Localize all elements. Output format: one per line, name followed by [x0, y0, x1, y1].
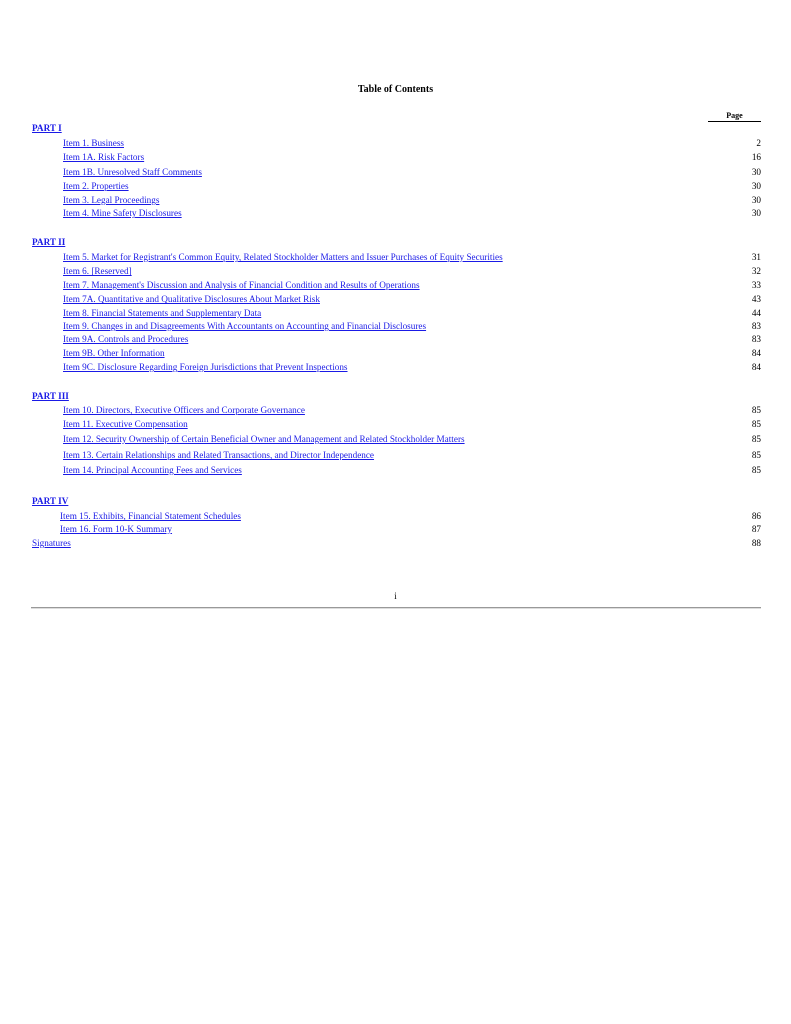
toc-page-number: 84	[751, 362, 761, 372]
toc-page-number: 30	[751, 167, 761, 177]
toc-row	[0, 347, 791, 360]
toc-page-number: 32	[751, 266, 761, 276]
toc-page-number: 88	[751, 538, 761, 548]
toc-link-item-1a[interactable]: Item 1A. Risk Factors	[63, 152, 145, 162]
toc-row	[0, 449, 791, 462]
part-3-heading[interactable]	[32, 390, 69, 403]
toc-link-item-9a[interactable]: Item 9A. Controls and Procedures	[63, 334, 189, 344]
toc-row	[0, 307, 791, 320]
toc-page-number: 83	[751, 321, 761, 331]
toc-row	[0, 361, 791, 374]
toc-page-number: 83	[751, 334, 761, 344]
toc-page-number: 30	[751, 181, 761, 191]
toc-page-number: 85	[751, 434, 761, 444]
toc-row	[0, 333, 791, 346]
part-1-heading[interactable]	[32, 122, 62, 135]
toc-link-item-9b[interactable]: Item 9B. Other Information	[63, 348, 165, 358]
toc-row	[0, 151, 791, 164]
toc-link-item-13[interactable]: Item 13. Certain Relationships and Related Transactions, and Director Independence	[63, 450, 375, 460]
toc-page-number: 31	[751, 252, 761, 262]
toc-link-item-9c[interactable]: Item 9C. Disclosure Regarding Foreign Jurisdictions that Prevent Inspections	[63, 362, 348, 372]
toc-row	[0, 180, 791, 193]
toc-row	[0, 265, 791, 278]
toc-link-item-14[interactable]: Item 14. Principal Accounting Fees and Services	[63, 465, 242, 475]
toc-link-item-16[interactable]: Item 16. Form 10-K Summary	[60, 524, 173, 534]
toc-link-item-5[interactable]: Item 5. Market for Registrant's Common Equity, Related Stockholder Matters and Issuer Purchases of Equity Securities	[63, 252, 503, 262]
toc-link-item-12[interactable]: Item 12. Security Ownership of Certain Beneficial Owner and Management and Related Stockholder Matters	[63, 434, 465, 444]
toc-row	[0, 404, 791, 417]
toc-page-number: 86	[751, 511, 761, 521]
toc-row	[0, 510, 791, 523]
toc-title: Table of Contents	[357, 84, 434, 95]
toc-page-number: 43	[751, 294, 761, 304]
toc-row	[0, 293, 791, 306]
toc-link-signatures[interactable]: Signatures	[32, 538, 71, 548]
page-column-header: Page	[708, 111, 761, 122]
toc-page-number: 85	[751, 419, 761, 429]
toc-link-item-4[interactable]: Item 4. Mine Safety Disclosures	[63, 208, 182, 218]
toc-row	[0, 523, 791, 536]
page-divider	[31, 607, 761, 609]
toc-link-item-9[interactable]: Item 9. Changes in and Disagreements With Accountants on Accounting and Financial Disclosures	[63, 321, 427, 331]
toc-link-item-1[interactable]: Item 1. Business	[63, 138, 124, 148]
part-2-heading[interactable]	[32, 236, 65, 249]
toc-page-number: 85	[751, 405, 761, 415]
toc-link-item-15[interactable]: Item 15. Exhibits, Financial Statement Schedules	[60, 511, 241, 521]
part-2-link[interactable]: PART II	[32, 237, 66, 247]
toc-row	[0, 433, 791, 446]
toc-row	[0, 207, 791, 220]
toc-link-item-1b[interactable]: Item 1B. Unresolved Staff Comments	[63, 167, 202, 177]
toc-link-item-2[interactable]: Item 2. Properties	[63, 181, 129, 191]
toc-page-number: 85	[751, 465, 761, 475]
toc-link-item-7a[interactable]: Item 7A. Quantitative and Qualitative Disclosures About Market Risk	[63, 294, 320, 304]
toc-row	[0, 137, 791, 150]
toc-page-number: 30	[751, 195, 761, 205]
toc-row	[0, 418, 791, 431]
part-1-link[interactable]: PART I	[32, 123, 62, 133]
toc-row	[0, 194, 791, 207]
toc-link-item-8[interactable]: Item 8. Financial Statements and Supplementary Data	[63, 308, 262, 318]
toc-link-item-10[interactable]: Item 10. Directors, Executive Officers and Corporate Governance	[63, 405, 305, 415]
page-number: i	[394, 591, 397, 601]
toc-link-item-7[interactable]: Item 7. Management's Discussion and Analysis of Financial Condition and Results of Operations	[63, 280, 420, 290]
toc-row	[0, 251, 791, 264]
part-4-link[interactable]: PART IV	[32, 496, 69, 506]
toc-row-signatures	[0, 537, 791, 550]
toc-page-number: 16	[751, 152, 761, 162]
toc-page-number: 30	[751, 208, 761, 218]
toc-page-number: 44	[751, 308, 761, 318]
toc-page-number: 33	[751, 280, 761, 290]
part-4-heading[interactable]	[32, 495, 68, 508]
toc-link-item-11[interactable]: Item 11. Executive Compensation	[63, 419, 188, 429]
toc-row	[0, 320, 791, 333]
toc-page-number: 84	[751, 348, 761, 358]
toc-link-item-6[interactable]: Item 6. [Reserved]	[63, 266, 132, 276]
toc-row	[0, 166, 791, 179]
toc-page-number: 2	[756, 138, 761, 148]
toc-page-number: 87	[751, 524, 761, 534]
toc-link-item-3[interactable]: Item 3. Legal Proceedings	[63, 195, 160, 205]
toc-row	[0, 464, 791, 477]
part-3-link[interactable]: PART III	[32, 391, 69, 401]
toc-row	[0, 279, 791, 292]
toc-page-number: 85	[751, 450, 761, 460]
